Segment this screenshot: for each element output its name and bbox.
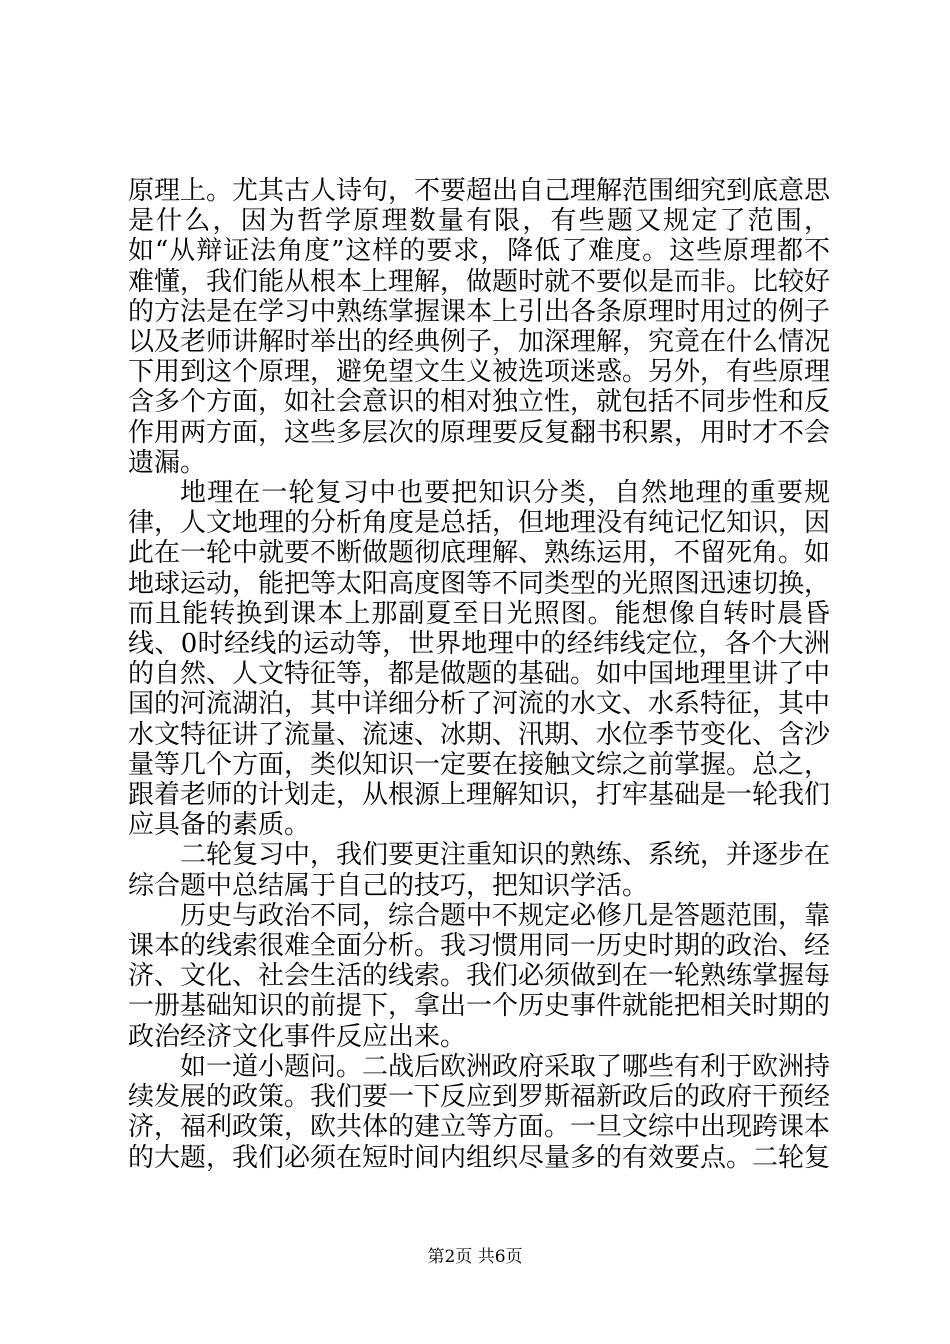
paragraph-1: 原理上。尤其古人诗句，不要超出自己理解范围细究到底意思是什么，因为哲学原理数量有限，有些题又规定了范围，如“从辩证法角度”这样的要求，降低了难度。这些原理都不难懂，我们能从根本上理解，做题时就不要似是而非。比较好的方法是在学习中熟练掌握课本上引出各条原理时用过的例子以及老师讲解时举出的经典例子，加深理解，究竟在什么情况下用到这个原理，避免望文生义被选项迷惑。另外，有些原理含多个方面，如社会意识的相对独立性，就包括不同步性和反作用两方面，这些多层次的原理要反复翻书积累，用时才不会遗漏。 [128,176,831,478]
page-number-footer: 第2页 共6页 [427,1247,523,1267]
paragraph-5: 如一道小题问。二战后欧洲政府采取了哪些有利于欧洲持续发展的政策。我们要一下反应到罗斯福新政后的政府干预经济，福利政策，欧共体的建立等方面。一旦文综中出现跨课本的大题，我们必须在短时间内组织尽量多的有效要点。二轮复 [128,1051,831,1173]
paragraph-2: 地理在一轮复习中也要把知识分类，自然地理的重要规律，人文地理的分析角度是总括，但地理没有纯记忆知识，因此在一轮中就要不断做题彻底理解、熟练运用，不留死角。如地球运动，能把等太阳高度图等不同类型的光照图迅速切换，而且能转换到课本上那副夏至日光照图。能想像自转时晨昏线、0时经线的运动等，世界地理中的经纬线定位，各个大洲的自然、人文特征等，都是做题的基础。如中国地理里讲了中国的河流湖泊，其中详细分析了河流的水文、水系特征，其中水文特征讲了流量、流速、冰期、汛期、水位季节变化、含沙量等几个方面，类似知识一定要在接触文综之前掌握。总之，跟着老师的计划走，从根源上理解知识，打牢基础是一轮我们应具备的素质。 [128,478,831,841]
paragraph-3: 二轮复习中，我们要更注重知识的熟练、系统，并逐步在综合题中总结属于自己的技巧，把知识学活。 [128,840,831,901]
document-body [128,176,830,1173]
paragraph-4: 历史与政治不同，综合题中不规定必修几是答题范围，靠课本的线索很难全面分析。我习惯用同一历史时期的政治、经济、文化、社会生活的线索。我们必须做到在一轮熟练掌握每一册基础知识的前提下，拿出一个历史事件就能把相关时期的政治经济文化事件反应出来。 [128,900,831,1052]
